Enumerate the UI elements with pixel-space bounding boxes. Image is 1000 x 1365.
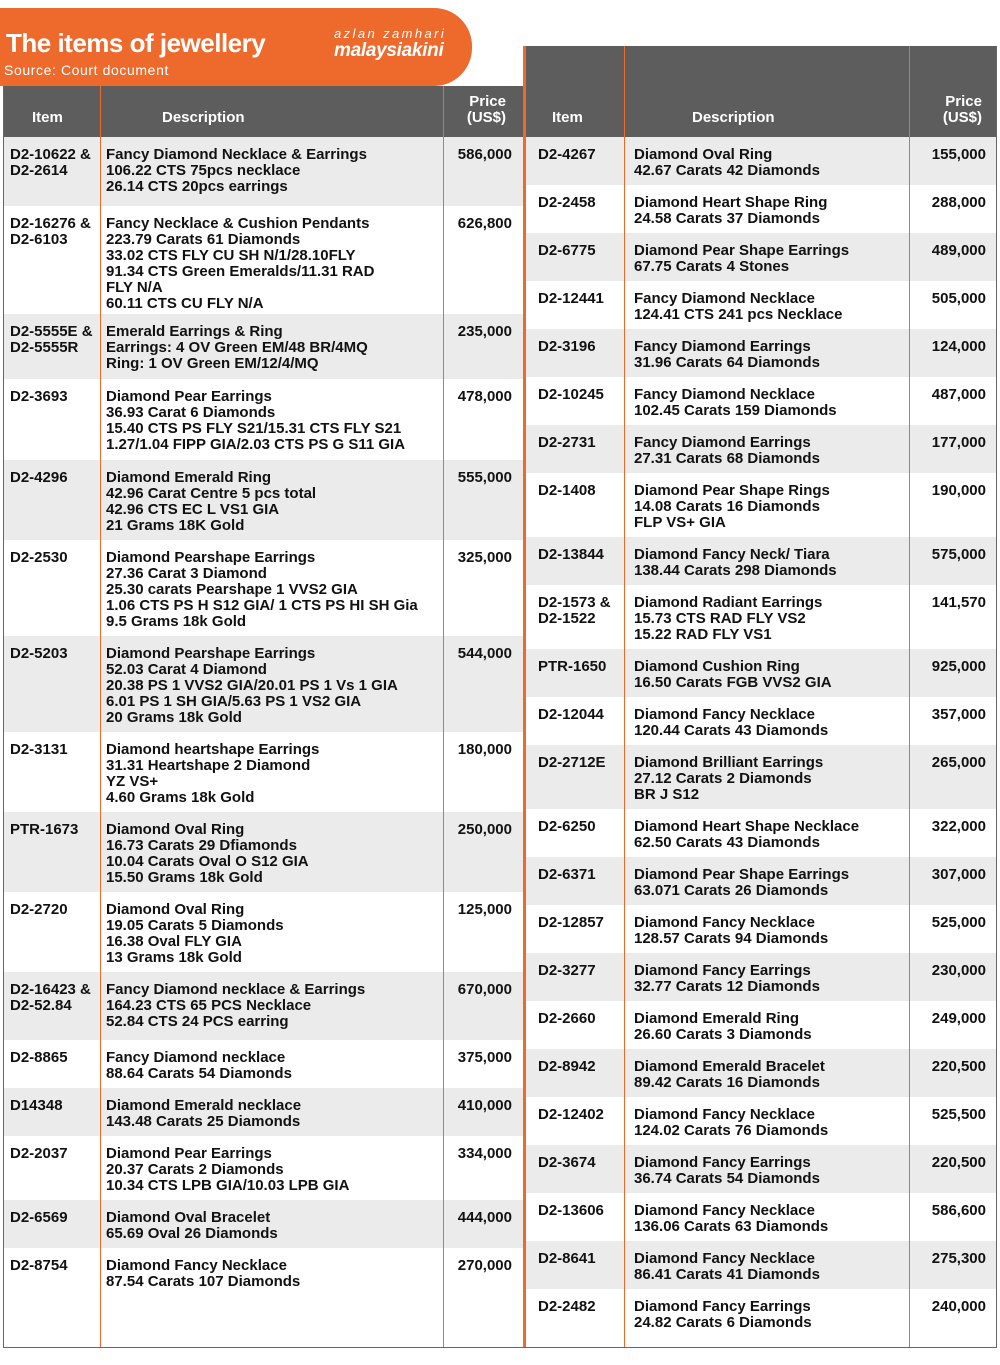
item-price: 575,000	[931, 546, 986, 563]
item-price: 270,000	[457, 1257, 512, 1274]
item-price: 586,600	[931, 1202, 986, 1219]
item-description: Diamond Fancy Necklace 120.44 Carats 43 Diamonds	[634, 706, 829, 739]
item-price: 357,000	[931, 706, 986, 723]
item-price: 525,500	[931, 1106, 986, 1123]
item-code: D2-2731	[538, 434, 596, 451]
page-title: The items of jewellery	[6, 28, 266, 58]
item-price: 240,000	[931, 1298, 986, 1315]
table-row	[526, 1097, 996, 1145]
item-price: 235,000	[457, 323, 512, 340]
table-row	[526, 585, 996, 649]
item-code: D2-1573 & D2-1522	[538, 594, 611, 627]
item-price: 275,300	[931, 1250, 986, 1267]
item-code: D2-2712E	[538, 754, 606, 771]
table-row	[526, 233, 996, 281]
item-description: Diamond Pear Shape Earrings 67.75 Carats 4 Stones	[634, 242, 850, 275]
item-price: 288,000	[931, 194, 986, 211]
item-code: D2-13844	[538, 546, 604, 563]
table-row	[526, 745, 996, 809]
item-description: Emerald Earrings & Ring Earrings: 4 OV Green EM/48 BR/4MQ Ring: 1 OV Green EM/12/4/MQ	[106, 323, 368, 372]
item-description: Diamond Pearshape Earrings 52.03 Carat 4 Diamond 20.38 PS 1 VVS2 GIA/20.01 PS 1 Vs 1 GIA 6.01 PS 1 SH GIA/5.63 PS 1 VS2 GIA 20 Grams 18k Gold	[106, 645, 398, 726]
item-code: PTR-1673	[10, 821, 79, 838]
item-description: Diamond Pear Earrings 20.37 Carats 2 Diamonds 10.34 CTS LPB GIA/10.03 LPB GIA	[106, 1145, 350, 1194]
column-header-description: Description	[162, 109, 245, 126]
item-price: 180,000	[457, 741, 512, 758]
item-description: Diamond Heart Shape Necklace 62.50 Carats 43 Diamonds	[634, 818, 860, 851]
table-row	[4, 206, 523, 314]
item-price: 325,000	[457, 549, 512, 566]
table-row	[526, 329, 996, 377]
table-row	[4, 636, 523, 732]
item-price: 220,500	[931, 1154, 986, 1171]
item-code: D2-2482	[538, 1298, 596, 1315]
item-code: D2-8754	[10, 1257, 68, 1274]
item-description: Diamond Fancy Necklace 124.02 Carats 76 Diamonds	[634, 1106, 829, 1139]
item-code: D2-5555E & D2-5555R	[10, 323, 93, 356]
table-row	[526, 697, 996, 745]
item-code: D2-3674	[538, 1154, 596, 1171]
item-description: Diamond Emerald Ring 42.96 Carat Centre 5 pcs total 42.96 CTS EC L VS1 GIA 21 Grams 18K Gold	[106, 469, 317, 534]
item-description: Diamond Heart Shape Ring 24.58 Carats 37 Diamonds	[634, 194, 828, 227]
item-price: 155,000	[931, 146, 986, 163]
table-row	[4, 379, 523, 460]
table-row	[526, 1289, 996, 1351]
table-row	[526, 1241, 996, 1289]
item-code: D2-4296	[10, 469, 68, 486]
table-header-right	[526, 46, 996, 137]
column-header-item: Item	[32, 109, 63, 126]
item-description: Diamond Cushion Ring 16.50 Carats FGB VVS2 GIA	[634, 658, 832, 691]
item-price: 489,000	[931, 242, 986, 259]
item-code: D2-16423 & D2-52.84	[10, 981, 91, 1014]
item-price: 925,000	[931, 658, 986, 675]
item-description: Diamond Emerald Bracelet 89.42 Carats 16 Diamonds	[634, 1058, 825, 1091]
table-row	[526, 649, 996, 697]
item-code: D2-12857	[538, 914, 604, 931]
item-description: Diamond Fancy Necklace 87.54 Carats 107 Diamonds	[106, 1257, 301, 1290]
item-code: D2-10622 & D2-2614	[10, 146, 91, 179]
item-price: 125,000	[457, 901, 512, 918]
table-row	[526, 425, 996, 473]
item-description: Diamond Fancy Earrings 24.82 Carats 6 Diamonds	[634, 1298, 812, 1331]
item-description: Fancy Diamond Earrings 27.31 Carats 68 Diamonds	[634, 434, 820, 467]
item-code: D2-2037	[10, 1145, 68, 1162]
item-code: D2-6775	[538, 242, 596, 259]
item-price: 478,000	[457, 388, 512, 405]
table-row	[4, 137, 523, 206]
table-row	[4, 1088, 523, 1136]
item-code: D2-12044	[538, 706, 604, 723]
item-price: 444,000	[457, 1209, 512, 1226]
table-row	[4, 812, 523, 892]
item-code: D2-12441	[538, 290, 604, 307]
frame-left	[3, 86, 4, 1348]
table-row	[4, 540, 523, 636]
item-description: Diamond Oval Ring 19.05 Carats 5 Diamonds 16.38 Oval FLY GIA 13 Grams 18k Gold	[106, 901, 284, 966]
item-price: 487,000	[931, 386, 986, 403]
item-description: Diamond Emerald Ring 26.60 Carats 3 Diamonds	[634, 1010, 812, 1043]
item-price: 307,000	[931, 866, 986, 883]
table-row	[4, 1200, 523, 1248]
item-code: D2-3196	[538, 338, 596, 355]
table-row	[4, 892, 523, 972]
item-description: Fancy Diamond Earrings 31.96 Carats 64 Diamonds	[634, 338, 820, 371]
item-description: Diamond Fancy Earrings 36.74 Carats 54 Diamonds	[634, 1154, 820, 1187]
item-code: D2-12402	[538, 1106, 604, 1123]
item-description: Diamond heartshape Earrings 31.31 Heartshape 2 Diamond YZ VS+ 4.60 Grams 18k Gold	[106, 741, 320, 806]
table-row	[4, 1040, 523, 1088]
item-price: 250,000	[457, 821, 512, 838]
item-description: Diamond Pear Shape Earrings 63.071 Carats 26 Diamonds	[634, 866, 850, 899]
item-description: Diamond Oval Ring 16.73 Carats 29 Dfiamonds 10.04 Carats Oval O S12 GIA 15.50 Grams 18k Gold	[106, 821, 309, 886]
item-price: 220,500	[931, 1058, 986, 1075]
table-row	[526, 1049, 996, 1097]
item-price: 375,000	[457, 1049, 512, 1066]
table-row	[4, 972, 523, 1040]
item-code: PTR-1650	[538, 658, 607, 675]
item-description: Diamond Fancy Necklace 86.41 Carats 41 Diamonds	[634, 1250, 820, 1283]
table-row	[526, 809, 996, 857]
item-code: D14348	[10, 1097, 63, 1114]
item-price: 555,000	[457, 469, 512, 486]
item-description: Diamond Brilliant Earrings 27.12 Carats 2 Diamonds BR J S12	[634, 754, 824, 803]
item-description: Diamond Fancy Necklace 128.57 Carats 94 Diamonds	[634, 914, 829, 947]
item-price: 525,000	[931, 914, 986, 931]
item-price: 586,000	[457, 146, 512, 163]
item-description: Diamond Radiant Earrings 15.73 CTS RAD FLY VS2 15.22 RAD FLY VS1	[634, 594, 823, 643]
item-description: Diamond Fancy Necklace 136.06 Carats 63 Diamonds	[634, 1202, 829, 1235]
item-price: 190,000	[931, 482, 986, 499]
item-description: Diamond Fancy Neck/ Tiara 138.44 Carats 298 Diamonds	[634, 546, 837, 579]
item-description: Diamond Emerald necklace 143.48 Carats 25 Diamonds	[106, 1097, 302, 1130]
table-row	[4, 314, 523, 379]
item-description: Diamond Oval Ring 42.67 Carats 42 Diamonds	[634, 146, 820, 179]
table-row	[526, 473, 996, 537]
item-code: D2-1408	[538, 482, 596, 499]
column-header-price: Price (US$)	[942, 93, 982, 126]
item-price: 544,000	[457, 645, 512, 662]
item-price: 334,000	[457, 1145, 512, 1162]
table-row	[4, 460, 523, 540]
item-code: D2-8865	[10, 1049, 68, 1066]
column-divider	[909, 46, 910, 1348]
item-description: Diamond Oval Bracelet 65.69 Oval 26 Diamonds	[106, 1209, 278, 1242]
item-code: D2-13606	[538, 1202, 604, 1219]
table-row	[526, 1193, 996, 1241]
frame-right	[996, 46, 997, 1348]
item-price: 410,000	[457, 1097, 512, 1114]
table-row	[526, 137, 996, 185]
item-code: D2-2530	[10, 549, 68, 566]
table-row	[526, 537, 996, 585]
item-code: D2-3277	[538, 962, 596, 979]
item-description: Fancy Diamond Necklace & Earrings 106.22 CTS 75pcs necklace 26.14 CTS 20pcs earrings	[106, 146, 367, 195]
item-code: D2-6569	[10, 1209, 68, 1226]
item-description: Fancy Necklace & Cushion Pendants 223.79 Carats 61 Diamonds 33.02 CTS FLY CU SH N/1/28.10FLY 91.34 CTS Green Emeralds/11.31 RAD FLY N/A 60.11 CTS CU FLY N/A	[106, 215, 375, 312]
item-code: D2-6371	[538, 866, 596, 883]
item-code: D2-3693	[10, 388, 68, 405]
table-row	[526, 281, 996, 329]
item-price: 265,000	[931, 754, 986, 771]
item-code: D2-2660	[538, 1010, 596, 1027]
item-code: D2-2458	[538, 194, 596, 211]
column-header-price: Price (US$)	[466, 93, 506, 126]
column-divider	[100, 86, 101, 1348]
table-row	[526, 905, 996, 953]
table-row	[526, 857, 996, 905]
column-header-item: Item	[552, 109, 583, 126]
item-code: D2-10245	[538, 386, 604, 403]
item-code: D2-5203	[10, 645, 68, 662]
item-price: 249,000	[931, 1010, 986, 1027]
table-row	[526, 953, 996, 1001]
item-code: D2-8641	[538, 1250, 596, 1267]
brand-logo: malaysiakini	[334, 40, 444, 61]
table-row	[526, 1001, 996, 1049]
table-row	[4, 1248, 523, 1356]
table-row	[526, 185, 996, 233]
item-price: 141,570	[931, 594, 986, 611]
item-description: Diamond Pearshape Earrings 27.36 Carat 3 Diamond 25.30 carats Pearshape 1 VVS2 GIA 1.06 CTS PS H S12 GIA/ 1 CTS PS HI SH Gia 9.5 Grams 18k Gold	[106, 549, 418, 630]
item-description: Diamond Pear Earrings 36.93 Carat 6 Diamonds 15.40 CTS PS FLY S21/15.31 CTS FLY S21 1.27/1.04 FIPP GIA/2.03 CTS PS G S11 GIA	[106, 388, 406, 453]
item-description: Diamond Fancy Earrings 32.77 Carats 12 Diamonds	[634, 962, 820, 995]
item-description: Fancy Diamond necklace 88.64 Carats 54 Diamonds	[106, 1049, 292, 1082]
table-row	[4, 1136, 523, 1200]
item-price: 177,000	[931, 434, 986, 451]
item-price: 124,000	[931, 338, 986, 355]
column-header-description: Description	[692, 109, 775, 126]
source-note: Source: Court document	[4, 62, 169, 78]
column-divider	[443, 86, 444, 1348]
table-row	[526, 1145, 996, 1193]
frame-bottom	[3, 1347, 997, 1348]
item-code: D2-16276 & D2-6103	[10, 215, 91, 248]
item-code: D2-2720	[10, 901, 68, 918]
item-price: 670,000	[457, 981, 512, 998]
item-price: 626,800	[457, 215, 512, 232]
item-price: 322,000	[931, 818, 986, 835]
item-code: D2-6250	[538, 818, 596, 835]
item-price: 230,000	[931, 962, 986, 979]
author-credit: azlan zamhari	[334, 26, 447, 41]
title-banner	[0, 8, 472, 86]
item-code: D2-3131	[10, 741, 68, 758]
item-code: D2-4267	[538, 146, 596, 163]
table-row	[526, 377, 996, 425]
item-code: D2-8942	[538, 1058, 596, 1075]
item-description: Fancy Diamond Necklace 124.41 CTS 241 pcs Necklace	[634, 290, 843, 323]
item-price: 505,000	[931, 290, 986, 307]
center-divider	[523, 46, 526, 1348]
item-description: Fancy Diamond Necklace 102.45 Carats 159 Diamonds	[634, 386, 837, 419]
table-header-left	[4, 86, 523, 137]
item-description: Fancy Diamond necklace & Earrings 164.23 CTS 65 PCS Necklace 52.84 CTS 24 PCS earring	[106, 981, 366, 1030]
item-description: Diamond Pear Shape Rings 14.08 Carats 16 Diamonds FLP VS+ GIA	[634, 482, 830, 531]
column-divider	[624, 46, 625, 1348]
table-row	[4, 732, 523, 812]
